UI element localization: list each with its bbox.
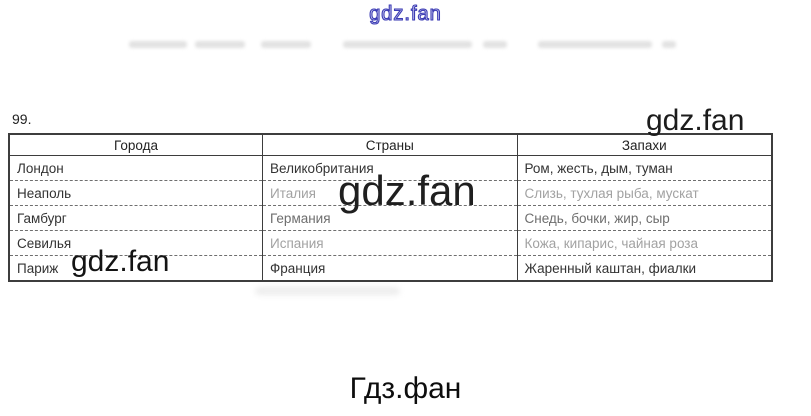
blurred-text-artifact bbox=[343, 41, 472, 48]
watermark-table-top-right: gdz.fan bbox=[646, 104, 745, 137]
blurred-text-artifact bbox=[261, 41, 311, 48]
watermark-top: gdz.fan bbox=[369, 3, 442, 25]
cell-country: Великобритания bbox=[263, 156, 517, 181]
cell-smells: Ром, жесть, дым, туман bbox=[517, 156, 772, 181]
cell-country: Италия bbox=[263, 181, 517, 206]
blurred-text-artifact bbox=[483, 41, 507, 48]
cell-smells: Кожа, кипарис, чайная роза bbox=[517, 231, 772, 256]
column-header-smells: Запахи bbox=[517, 134, 772, 156]
cell-country: Германия bbox=[263, 206, 517, 231]
cell-smells: Снедь, бочки, жир, сыр bbox=[517, 206, 772, 231]
watermark-paris-row: gdz.fan bbox=[71, 245, 170, 278]
column-header-countries: Страны bbox=[263, 134, 517, 156]
watermark-table-center: gdz.fan bbox=[338, 167, 476, 214]
blurred-text-artifact bbox=[195, 41, 245, 48]
cell-country: Испания bbox=[263, 231, 517, 256]
cell-city: Париж bbox=[9, 256, 263, 282]
cell-city: Гамбург bbox=[9, 206, 263, 231]
cell-country: Франция bbox=[263, 256, 517, 282]
exercise-number: 99. bbox=[12, 111, 32, 127]
cell-city: Неаполь bbox=[9, 181, 263, 206]
column-header-cities: Города bbox=[9, 134, 263, 156]
blurred-text-artifact bbox=[538, 41, 652, 48]
cell-smells: Жаренный каштан, фиалки bbox=[517, 256, 772, 282]
cell-smells: Слизь, тухлая рыба, мускат bbox=[517, 181, 772, 206]
bottom-brand-text: Гдз.фан bbox=[349, 372, 462, 405]
blurred-smudge-artifact bbox=[255, 287, 400, 295]
cell-city: Лондон bbox=[9, 156, 263, 181]
blurred-text-artifact bbox=[662, 41, 676, 48]
cell-city: Севилья bbox=[9, 231, 263, 256]
blurred-text-artifact bbox=[129, 41, 187, 48]
